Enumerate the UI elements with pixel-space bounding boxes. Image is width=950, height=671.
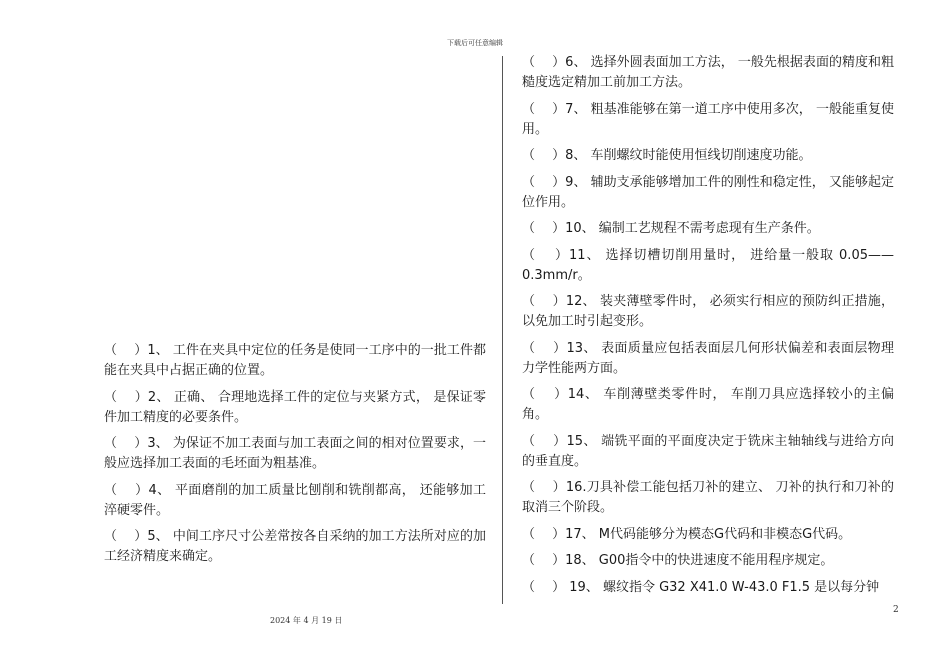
question-13: （ ）13、 表面质量应包括表面层几何形状偏差和表面层物理力学性能两方面。	[522, 340, 894, 376]
question-7: （ ）7、 粗基准能够在第一道工序中使用多次， 一般能重复使用。	[522, 101, 894, 137]
question-19: （ ） 19、 螺纹指令 G32 X41.0 W-43.0 F1.5 是以每分钟	[522, 579, 880, 595]
page-number: 2	[893, 605, 899, 615]
question-14: （ ）14、 车削薄壁类零件时， 车削刀具应选择较小的主偏角。	[522, 387, 894, 422]
right-column	[522, 53, 894, 604]
question-9: （ ）9、 辅助支承能够增加工件的刚性和稳定性， 又能够起定位作用。	[522, 174, 894, 210]
question-12: （ ）12、 装夹薄壁零件时， 必须实行相应的预防纠正措施，以免加工时引起变形。	[522, 294, 894, 329]
question-5: （ ）5、 中间工序尺寸公差常按各自采纳的加工方法所对应的加工经济精度来确定。	[104, 529, 486, 564]
question-6: （ ）6、 选择外圆表面加工方法， 一般先根据表面的精度和粗糙度选定精加工前加工方法。	[522, 55, 894, 90]
footer-date: 2024 年 4 月 19 日	[270, 616, 343, 625]
question-15: （ ）15、 端铣平面的平面度决定于铣床主轴轴线与进给方向的垂直度。	[522, 433, 894, 469]
question-10: （ ）10、 编制工艺规程不需考虑现有生产条件。	[522, 221, 820, 236]
question-18: （ ）18、 G00指令中的快进速度不能用程序规定。	[522, 553, 834, 568]
left-column	[104, 341, 486, 574]
question-17: （ ）17、 M代码能够分为模态G代码和非模态G代码。	[522, 526, 852, 542]
question-16: （ ）16.刀具补偿工能包括刀补的建立、 刀补的执行和刀补的取消三个阶段。	[522, 480, 894, 515]
question-8: （ ）8、 车削螺纹时能使用恒线切削速度功能。	[522, 148, 812, 163]
page-header: 下载后可任意编辑	[447, 39, 503, 47]
question-11: （ ）11、 选择切槽切削用量时， 进给量一般取 0.05——0.3mm/r。	[522, 247, 894, 283]
column-divider	[502, 56, 503, 604]
question-2: （ ）2、 正确、 合理地选择工件的定位与夹紧方式， 是保证零件加工精度的必要条件。	[104, 389, 486, 425]
question-3: （ ）3、 为保证不加工表面与加工表面之间的相对位置要求，一般应选择加工表面的毛坯面为粗基准。	[104, 436, 486, 471]
question-1: （ ）1、 工件在夹具中定位的任务是使同一工序中的一批工件都能在夹具中占据正确的位置。	[104, 343, 486, 378]
question-4: （ ）4、 平面磨削的加工质量比刨削和铣削都高， 还能够加工淬硬零件。	[104, 482, 486, 518]
